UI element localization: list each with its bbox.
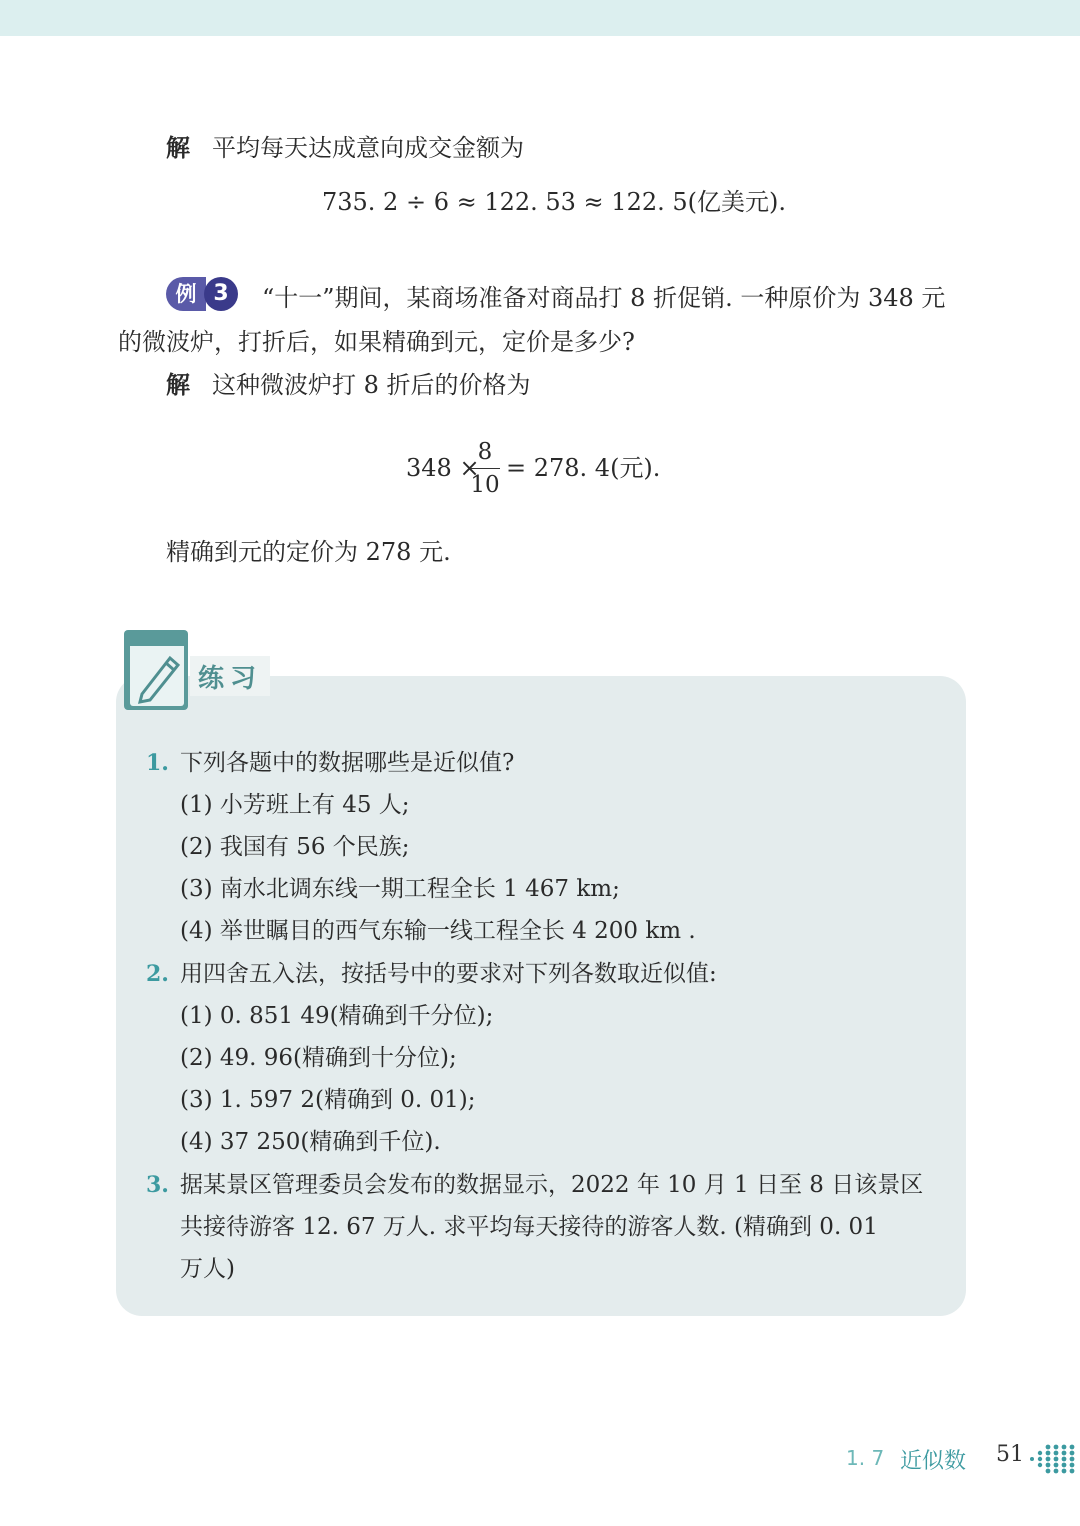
q3-line: 万人) <box>180 1256 235 1282</box>
q1-item: (1) 小芳班上有 45 人; <box>180 792 410 818</box>
example-badge-number: 3 <box>204 277 238 311</box>
q1-item: (3) 南水北调东线一期工程全长 1 467 km; <box>180 876 620 902</box>
notebook-pencil-icon <box>122 628 192 712</box>
q3-line: 据某景区管理委员会发布的数据显示，2022 年 10 月 1 日至 8 日该景区 <box>180 1172 924 1198</box>
solution1-intro: 平均每天达成意向成交金额为 <box>212 134 524 162</box>
q1-text: 下列各题中的数据哪些是近似值? <box>180 750 515 776</box>
solution2-label: 解 <box>166 371 190 399</box>
q2-item: (1) 0. 851 49(精确到千分位); <box>180 1003 494 1029</box>
dot-grid-decoration-icon <box>1028 1440 1080 1478</box>
q1-item: (4) 举世瞩目的西气东输一线工程全长 4 200 km . <box>180 918 696 944</box>
fraction-bar <box>470 468 500 469</box>
equation-right: = 278. 4(元). <box>506 454 661 482</box>
example3-line1: “十一”期间，某商场准备对商品打 8 折促销. 一种原价为 348 元 <box>262 284 946 312</box>
q2-item: (2) 49. 96(精确到十分位); <box>180 1045 457 1071</box>
fraction <box>470 438 500 499</box>
footer-section-title: 近似数 <box>900 1449 967 1474</box>
q3-number: 3. <box>146 1172 169 1198</box>
solution2-line <box>166 369 531 401</box>
equation-left: 348 × <box>406 454 480 482</box>
q1-number: 1. <box>146 750 169 776</box>
example3-badge <box>166 277 242 311</box>
q2-item: (4) 37 250(精确到千位). <box>180 1129 441 1155</box>
page-number: 51 <box>996 1442 1024 1467</box>
example3-line2: 的微波炉，打折后，如果精确到元，定价是多少? <box>118 328 635 356</box>
solution1-line <box>166 132 524 164</box>
fraction-numerator: 8 <box>477 439 493 465</box>
solution1-label: 解 <box>166 134 190 162</box>
solution2-intro: 这种微波炉打 8 折后的价格为 <box>212 371 531 399</box>
q1-item: (2) 我国有 56 个民族; <box>180 834 410 860</box>
example-badge-text: 例 <box>166 277 206 311</box>
footer-section-number: 1. 7 <box>846 1446 885 1470</box>
solution1-equation: 735. 2 ÷ 6 ≈ 122. 53 ≈ 122. 5(亿美元). <box>321 188 786 216</box>
top-band <box>0 0 1080 36</box>
practice-title: 练习 <box>198 664 263 694</box>
solution2-conclusion: 精确到元的定价为 278 元. <box>166 538 451 566</box>
fraction-denominator: 10 <box>470 472 500 498</box>
q2-text: 用四舍五入法，按括号中的要求对下列各数取近似值: <box>180 961 717 987</box>
q2-number: 2. <box>146 961 169 987</box>
q3-line: 共接待游客 12. 67 万人. 求平均每天接待的游客人数. (精确到 0. 01 <box>180 1214 878 1240</box>
q2-item: (3) 1. 597 2(精确到 0. 01); <box>180 1087 476 1113</box>
